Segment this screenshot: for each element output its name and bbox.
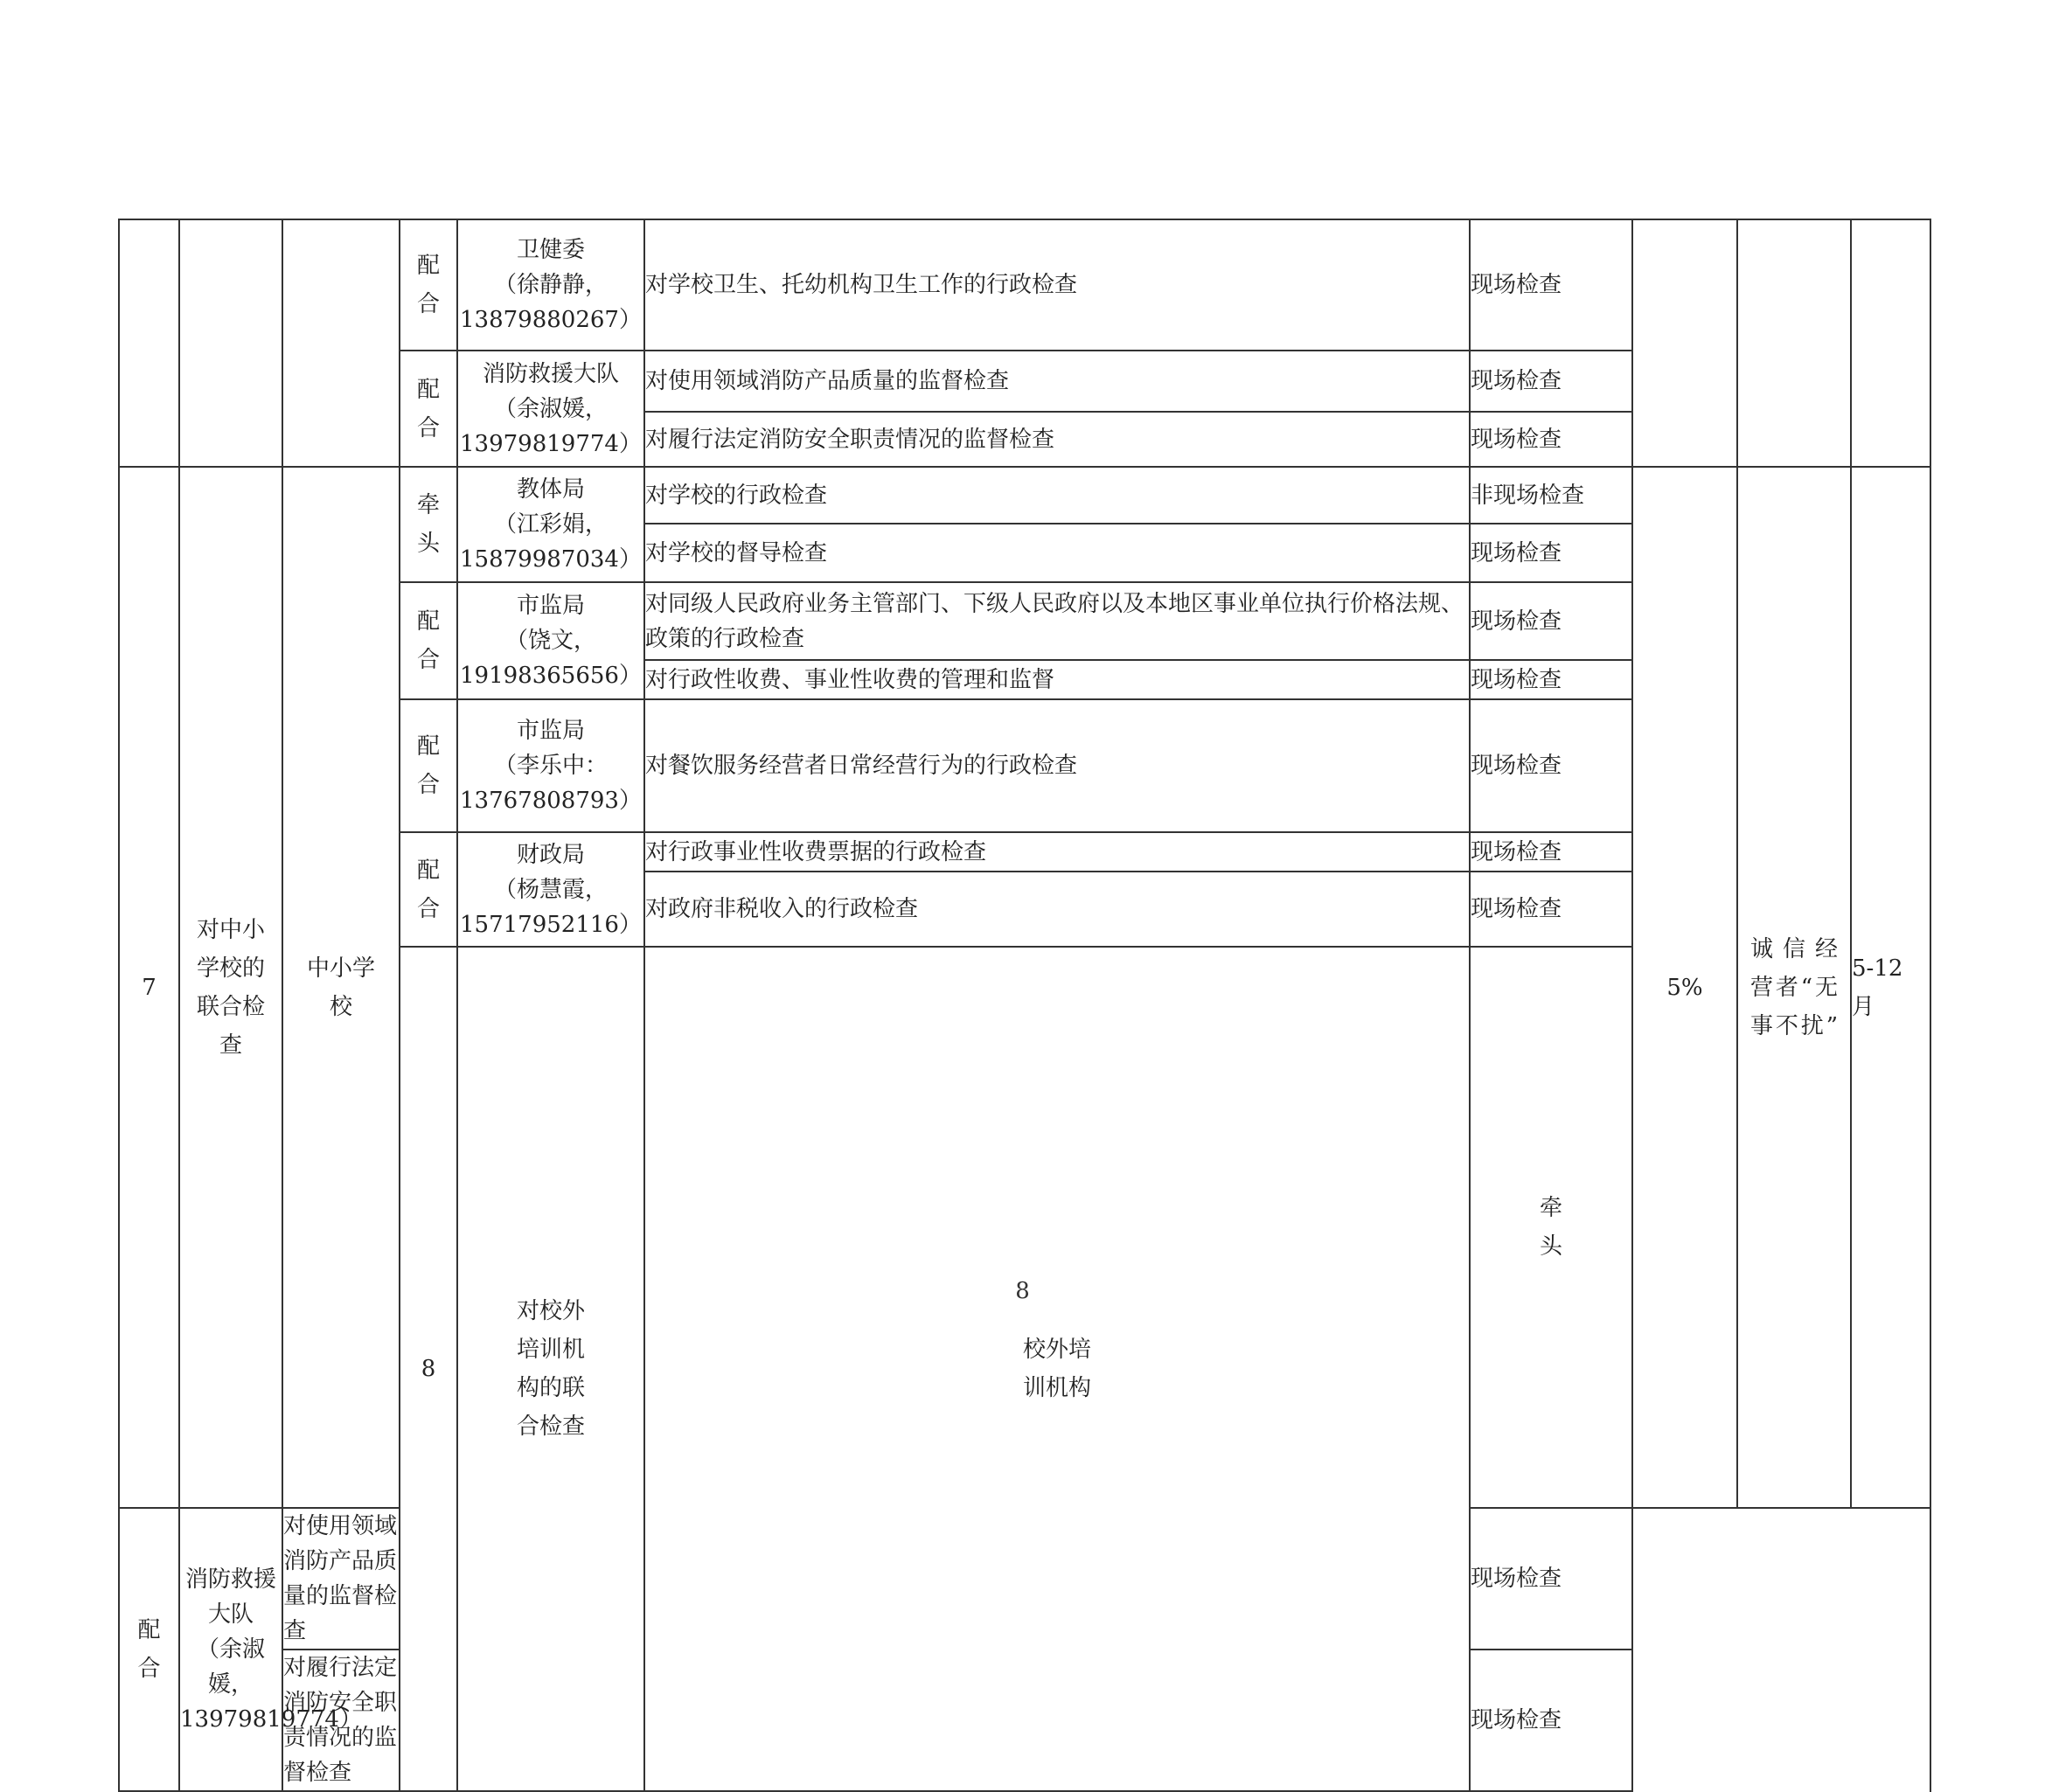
dept-name: 市监局 [516, 593, 585, 619]
role-cell: 配合 [400, 351, 457, 467]
dept-cell [457, 699, 644, 832]
method-cell: 现场检查 [1470, 660, 1632, 699]
item-cell: 对同级人民政府业务主管部门、下级人民政府以及本地区事业单位执行价格法规、政策的行政检查 [644, 582, 1470, 660]
month-cell: 5-12月 [1851, 467, 1930, 1508]
dept-contact: （江彩娟，15879987034） [460, 511, 642, 573]
dept-name: 消防救援大队 [184, 1566, 276, 1628]
inspection-target-cell: 校外培训机构 [644, 947, 1470, 1791]
dept-contact: （李乐中：13767808793） [460, 753, 642, 814]
item-cell: 对学校的督导检查 [644, 524, 1470, 582]
role-cell: 配合 [400, 699, 457, 832]
item-cell: 对学校的行政检查 [644, 467, 1470, 524]
item-cell: 对履行法定消防安全职责情况的监督检查 [282, 1650, 400, 1791]
dept-name: 财政局 [516, 841, 585, 868]
role-cell: 配合 [400, 582, 457, 699]
row-number: 7 [119, 467, 179, 1508]
dept-name: 消防救援大队 [482, 360, 619, 387]
target-cell-empty [282, 219, 400, 467]
dept-contact: （饶文，19198365656） [460, 628, 642, 689]
role-cell: 牵头 [400, 467, 457, 582]
dept-contact: （余淑媛，13979819774） [180, 1636, 362, 1733]
dept-cell [457, 351, 644, 467]
row-number: 8 [400, 947, 457, 1791]
role-cell: 配合 [400, 832, 457, 947]
no-cell-empty [119, 219, 179, 467]
method-cell: 现场检查 [1470, 582, 1632, 660]
dept-contact: （徐静静，13879880267） [460, 272, 642, 333]
dept-cell [457, 467, 644, 582]
item-cell: 对学校卫生、托幼机构卫生工作的行政检查 [644, 219, 1470, 351]
item-cell: 对行政事业性收费票据的行政检查 [644, 832, 1470, 872]
dept-cell [457, 582, 644, 699]
role-cell: 配合 [400, 219, 457, 351]
month-cell-empty [1851, 219, 1930, 467]
dept-contact: （杨慧霞，15717952116） [460, 876, 642, 938]
role-cell: 配合 [119, 1508, 179, 1791]
dept-cell [457, 219, 644, 351]
item-cell: 对使用领域消防产品质量的监督检查 [644, 351, 1470, 412]
quota-cell-empty [1632, 219, 1737, 467]
slogan-cell: 诚信经营者“无事不扰” [1737, 467, 1851, 1508]
item-cell: 对餐饮服务经营者日常经营行为的行政检查 [644, 699, 1470, 832]
table-row [119, 219, 1930, 351]
method-cell: 现场检查 [1470, 699, 1632, 832]
inspection-name-cell: 对校外培训机构的联合检查 [457, 947, 644, 1791]
method-cell: 现场检查 [1470, 1508, 1632, 1650]
dept-name: 市监局 [516, 718, 585, 744]
inspection-name-cell: 对中小学校的联合检查 [179, 467, 282, 1508]
page-number: 8 [1015, 1278, 1030, 1304]
dept-name: 卫健委 [516, 237, 585, 263]
method-cell: 现场检查 [1470, 351, 1632, 412]
role-cell: 牵头 [1470, 947, 1632, 1508]
item-cell: 对履行法定消防安全职责情况的监督检查 [644, 412, 1470, 467]
table-row [119, 467, 1930, 524]
method-cell: 现场检查 [1470, 219, 1632, 351]
method-cell: 现场检查 [1470, 412, 1632, 467]
inspection-plan-table [118, 219, 1931, 1792]
method-cell: 现场检查 [1470, 1650, 1632, 1791]
method-cell: 非现场检查 [1470, 467, 1632, 524]
item-cell: 对政府非税收入的行政检查 [644, 872, 1470, 947]
dept-contact: （余淑媛，13979819774） [460, 395, 642, 457]
dept-cell [457, 832, 644, 947]
slogan-cell-empty [1737, 219, 1851, 467]
method-cell: 现场检查 [1470, 832, 1632, 872]
inspection-target-cell: 中小学校 [282, 467, 400, 1508]
method-cell: 现场检查 [1470, 524, 1632, 582]
item-cell: 对行政性收费、事业性收费的管理和监督 [644, 660, 1470, 699]
item-cell: 对使用领域消防产品质量的监督检查 [282, 1508, 400, 1650]
name-cell-empty [179, 219, 282, 467]
dept-name: 教体局 [516, 476, 585, 503]
method-cell: 现场检查 [1470, 872, 1632, 947]
sampling-ratio-cell: 5% [1632, 467, 1737, 1508]
